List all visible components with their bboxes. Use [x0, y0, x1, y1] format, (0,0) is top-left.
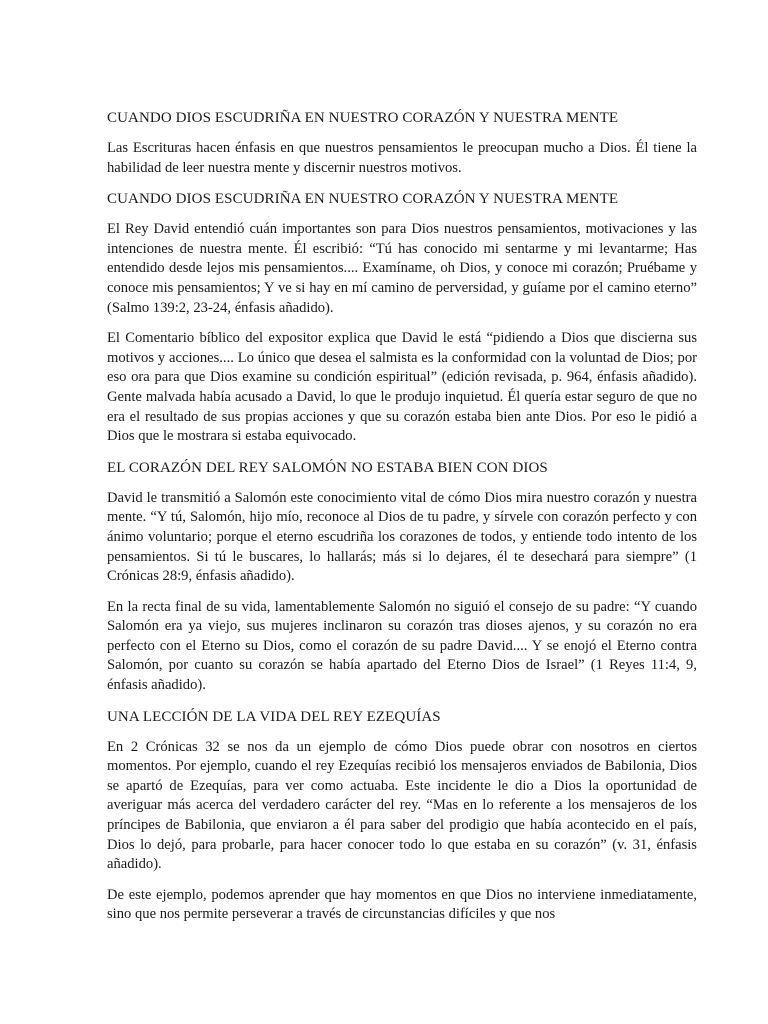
section-heading: UNA LECCIÓN DE LA VIDA DEL REY EZEQUÍAS	[107, 708, 441, 725]
section-2	[107, 189, 697, 447]
section-heading: CUANDO DIOS ESCUDRIÑA EN NUESTRO CORAZÓN Y NUESTRA MENTE	[107, 191, 619, 208]
paragraph: El Rey David entendió cuán importantes son para Dios nuestros pensamientos, motivaciones y las intenciones de nuestra mente. Él escribió: “Tú has conocido mi sentarme y mi levantarme; Has entendido desde lejos mis pensamientos.... Examíname, oh Dios, y conoce mi corazón; Pruébame y conoce mis pensamientos; Y ve si hay en mí camino de perversidad, y guíame por el camino eterno” (Salmo 139:2, 23-24, énfasis añadido).	[107, 221, 697, 316]
section-heading: CUANDO DIOS ESCUDRIÑA EN NUESTRO CORAZÓN Y NUESTRA MENTE	[107, 110, 619, 126]
paragraph: El Comentario bíblico del expositor explica que David le está “pidiendo a Dios que discierna sus motivos y acciones.... Lo único que desea el salmista es la conformidad con la voluntad de Dios; por eso ora para que Dios examine su condición espiritual” (edición revisada, p. 964, énfasis añadido). Gente malvada había acusado a David, lo que le produjo inquietud. Él quería estar seguro de que no era el resultado de sus propias acciones y que su corazón estaba bien ante Dios. Por eso le pidió a Dios que le mostrara si estaba equivocado.	[107, 330, 697, 445]
section-heading: EL CORAZÓN DEL REY SALOMÓN NO ESTABA BIEN CON DIOS	[107, 459, 548, 476]
section-4	[107, 707, 697, 925]
section-1	[107, 108, 697, 178]
paragraph: Las Escrituras hacen énfasis en que nuestros pensamientos le preocupan mucho a Dios. Él tiene la habilidad de leer nuestra mente y discernir nuestros motivos.	[107, 140, 697, 176]
paragraph: De este ejemplo, podemos aprender que hay momentos en que Dios no interviene inmediatamente, sino que nos permite perseverar a través de circunstancias difíciles y que nos	[107, 886, 697, 923]
paragraph: David le transmitió a Salomón este conocimiento vital de cómo Dios mira nuestro corazón y nuestra mente. “Y tú, Salomón, hijo mío, reconoce al Dios de tu padre, y sírvele con corazón perfecto y con ánimo voluntario; porque el eterno escudriña los corazones de todos, y entiende todo intento de los pensamientos. Si tú le buscares, lo hallarás; más si lo dejares, él te desechará para siempre” (1 Crónicas 28:9, énfasis añadido).	[107, 489, 697, 585]
paragraph: En la recta final de su vida, lamentablemente Salomón no siguió el consejo de su padre: “Y cuando Salomón era ya viejo, sus mujeres inclinaron su corazón tras dioses ajenos, y su corazón no era perfecto con el Eterno su Dios, como el corazón de su padre David.... Y se enojó el Eterno contra Salomón, por cuanto su corazón se había apartado del Eterno Dios de Israel” (1 Reyes 11:4, 9, énfasis añadido).	[107, 598, 697, 694]
paragraph: En 2 Crónicas 32 se nos da un ejemplo de cómo Dios puede obrar con nosotros en ciertos momentos. Por ejemplo, cuando el rey Ezequías recibió los mensajeros enviados de Babilonia, Dios se apartó de Ezequías, para ver como actuaba. Este incidente le dio a Dios la oportunidad de averiguar más acerca del verdadero carácter del rey. “Mas en lo referente a los mensajeros de los príncipes de Babilonia, que enviaron a él para saber del prodigio que había acontecido en el país, Dios lo dejó, para probarle, para hacer conocer todo lo que estaba en su corazón” (v. 31, énfasis añadido).	[107, 738, 697, 873]
document-page	[107, 108, 697, 936]
section-3	[107, 458, 697, 696]
